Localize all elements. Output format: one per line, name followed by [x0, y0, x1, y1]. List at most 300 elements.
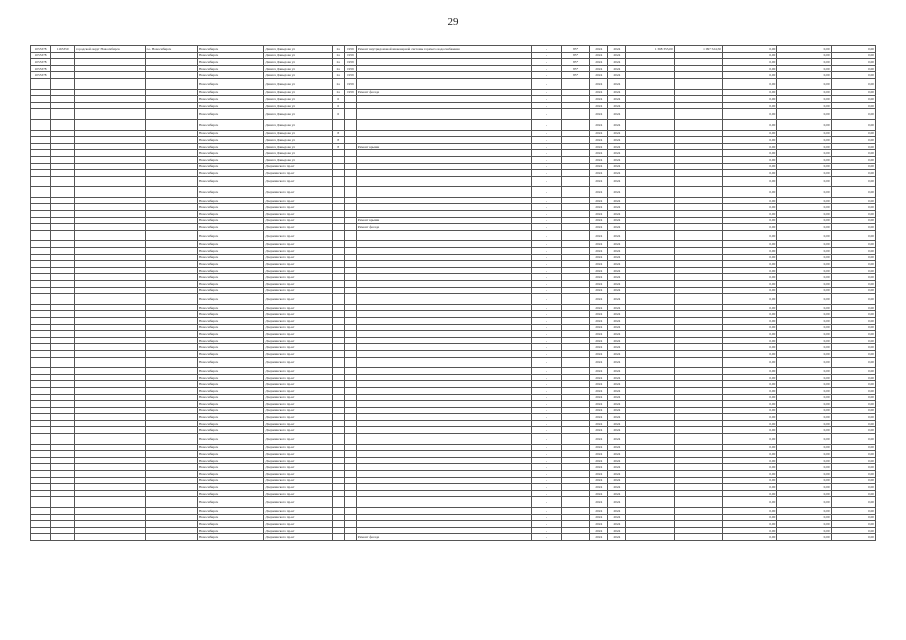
- cell-z3: 0,00: [831, 89, 875, 96]
- cell-city: [145, 508, 197, 515]
- cell-id: [31, 287, 51, 294]
- cell-city: [145, 267, 197, 274]
- cell-cost: [626, 217, 674, 224]
- cell-city: [145, 337, 197, 344]
- cell-z1: 0,00: [722, 344, 776, 351]
- cell-pct: [562, 471, 590, 478]
- cell-cost: [626, 109, 674, 120]
- cell-house: [332, 156, 344, 163]
- cell-z1: 0,00: [722, 471, 776, 478]
- cell-house: [332, 534, 344, 541]
- cell-code: [51, 387, 75, 394]
- cell-settlement: Новосибирск: [197, 484, 263, 491]
- cell-work: [356, 497, 531, 508]
- cell-city: [145, 89, 197, 96]
- cell-z2: 0,00: [777, 407, 831, 414]
- cell-work: [356, 304, 531, 311]
- cell-okrug: [75, 137, 145, 144]
- cell-cost2: [674, 102, 722, 109]
- cell-id: [31, 163, 51, 170]
- cell-city: [145, 394, 197, 401]
- cell-z3: 0,00: [831, 72, 875, 79]
- cell-year: [344, 143, 356, 150]
- cell-code: [51, 508, 75, 515]
- table-row: [31, 46, 876, 53]
- cell-z1: 0,00: [722, 143, 776, 150]
- cell-z3: 0,00: [831, 248, 875, 255]
- cell-street: Дзержинского пр-кт: [264, 176, 332, 187]
- cell-y2: 2024: [608, 59, 626, 66]
- cell-id: [31, 317, 51, 324]
- cell-code: [51, 484, 75, 491]
- cell-id: [31, 427, 51, 434]
- cell-year: [344, 294, 356, 305]
- cell-y2: 2024: [608, 72, 626, 79]
- table-row: [31, 331, 876, 338]
- cell-id: [31, 311, 51, 318]
- cell-house: [332, 434, 344, 445]
- cell-code: [51, 464, 75, 471]
- cell-work: [356, 96, 531, 103]
- cell-z1: 0,00: [722, 521, 776, 528]
- cell-year: [344, 130, 356, 137]
- cell-house: [332, 170, 344, 177]
- cell-street: Дзержинского пр-кт: [264, 350, 332, 357]
- cell-settlement: Новосибирск: [197, 457, 263, 464]
- cell-cost2: [674, 254, 722, 261]
- cell-pct: [562, 497, 590, 508]
- cell-dash: -: [531, 150, 561, 157]
- cell-y2: 2024: [608, 137, 626, 144]
- cell-dash: -: [531, 420, 561, 427]
- cell-y2: 2024: [608, 197, 626, 204]
- cell-street: Дзержинского пр-кт: [264, 471, 332, 478]
- cell-cost: [626, 368, 674, 375]
- cell-okrug: [75, 274, 145, 281]
- cell-year: 1959: [344, 78, 356, 89]
- cell-id: [31, 414, 51, 421]
- cell-y2: 2024: [608, 381, 626, 388]
- cell-cost2: [674, 317, 722, 324]
- table-row: [31, 477, 876, 484]
- cell-code: [51, 331, 75, 338]
- cell-settlement: Новосибирск: [197, 527, 263, 534]
- cell-cost: [626, 176, 674, 187]
- cell-work: [356, 374, 531, 381]
- cell-street: Дзержинского пр-кт: [264, 444, 332, 451]
- cell-z2: 0,00: [777, 350, 831, 357]
- table-row: [31, 254, 876, 261]
- cell-z2: 0,00: [777, 224, 831, 231]
- cell-pct: [562, 241, 590, 248]
- cell-z2: 0,00: [777, 267, 831, 274]
- cell-z1: 0,00: [722, 508, 776, 515]
- cell-settlement: Новосибирск: [197, 130, 263, 137]
- cell-code: [51, 281, 75, 288]
- cell-z3: 0,00: [831, 350, 875, 357]
- cell-code: 1165350: [51, 46, 75, 53]
- cell-id: [31, 331, 51, 338]
- cell-okrug: [75, 420, 145, 427]
- cell-cost2: [674, 357, 722, 368]
- cell-y1: 2024: [590, 150, 608, 157]
- cell-dash: -: [531, 521, 561, 528]
- cell-pct: 85*: [562, 65, 590, 72]
- cell-work: [356, 311, 531, 318]
- cell-settlement: Новосибирск: [197, 374, 263, 381]
- cell-y1: 2024: [590, 52, 608, 59]
- cell-work: Ремонт фасада: [356, 224, 531, 231]
- cell-id: 1055378: [31, 46, 51, 53]
- cell-street: Дзержинского пр-кт: [264, 281, 332, 288]
- cell-settlement: Новосибирск: [197, 137, 263, 144]
- cell-okrug: [75, 78, 145, 89]
- cell-pct: [562, 344, 590, 351]
- cell-z2: 0,00: [777, 337, 831, 344]
- cell-y1: 2024: [590, 261, 608, 268]
- cell-city: [145, 287, 197, 294]
- cell-z3: 0,00: [831, 381, 875, 388]
- cell-z1: 0,00: [722, 534, 776, 541]
- cell-settlement: Новосибирск: [197, 204, 263, 211]
- cell-dash: -: [531, 407, 561, 414]
- cell-cost: [626, 241, 674, 248]
- cell-okrug: [75, 217, 145, 224]
- table-row: [31, 368, 876, 375]
- cell-year: 1959: [344, 72, 356, 79]
- cell-city: [145, 204, 197, 211]
- cell-cost: [626, 197, 674, 204]
- cell-cost2: [674, 534, 722, 541]
- cell-year: [344, 204, 356, 211]
- cell-street: Дзержинского пр-кт: [264, 211, 332, 218]
- cell-okrug: [75, 176, 145, 187]
- cell-dash: -: [531, 337, 561, 344]
- cell-y1: 2024: [590, 368, 608, 375]
- cell-y1: 2024: [590, 508, 608, 515]
- cell-z2: 0,00: [777, 381, 831, 388]
- cell-cost: [626, 287, 674, 294]
- cell-z3: 0,00: [831, 156, 875, 163]
- cell-house: [332, 414, 344, 421]
- cell-city: [145, 434, 197, 445]
- cell-pct: 85*: [562, 72, 590, 79]
- cell-code: [51, 187, 75, 198]
- cell-okrug: [75, 457, 145, 464]
- cell-z1: 0,00: [722, 241, 776, 248]
- cell-z1: 0,00: [722, 368, 776, 375]
- cell-work: [356, 204, 531, 211]
- cell-house: [332, 281, 344, 288]
- cell-street: Дзержинского пр-кт: [264, 254, 332, 261]
- cell-street: Дзержинского пр-кт: [264, 324, 332, 331]
- table-row: [31, 337, 876, 344]
- cell-cost: [626, 150, 674, 157]
- cell-year: [344, 317, 356, 324]
- cell-year: [344, 156, 356, 163]
- cell-cost: [626, 137, 674, 144]
- cell-cost: [626, 357, 674, 368]
- table-row: [31, 204, 876, 211]
- cell-house: [332, 490, 344, 497]
- cell-z1: 0,00: [722, 137, 776, 144]
- cell-y2: 2024: [608, 324, 626, 331]
- cell-dash: -: [531, 46, 561, 53]
- cell-okrug: [75, 514, 145, 521]
- cell-year: [344, 241, 356, 248]
- cell-y2: 2024: [608, 527, 626, 534]
- cell-street: Дзержинского пр-кт: [264, 434, 332, 445]
- cell-city: [145, 374, 197, 381]
- cell-house: 2а: [332, 89, 344, 96]
- cell-okrug: [75, 434, 145, 445]
- cell-city: [145, 72, 197, 79]
- cell-z3: 0,00: [831, 137, 875, 144]
- cell-z3: 0,00: [831, 281, 875, 288]
- cell-cost2: [674, 163, 722, 170]
- cell-y2: 2024: [608, 484, 626, 491]
- table-row: [31, 407, 876, 414]
- cell-work: [356, 401, 531, 408]
- cell-z3: 0,00: [831, 96, 875, 103]
- cell-work: [356, 324, 531, 331]
- cell-house: [332, 394, 344, 401]
- cell-y2: 2024: [608, 102, 626, 109]
- cell-cost: [626, 261, 674, 268]
- cell-code: [51, 65, 75, 72]
- cell-okrug: [75, 317, 145, 324]
- cell-house: 8: [332, 143, 344, 150]
- cell-settlement: Новосибирск: [197, 96, 263, 103]
- cell-pct: 85*: [562, 46, 590, 53]
- cell-y2: 2024: [608, 46, 626, 53]
- cell-pct: [562, 477, 590, 484]
- cell-pct: [562, 427, 590, 434]
- cell-work: [356, 267, 531, 274]
- cell-okrug: [75, 143, 145, 150]
- cell-pct: [562, 254, 590, 261]
- cell-code: [51, 176, 75, 187]
- cell-z2: 0,00: [777, 451, 831, 458]
- cell-settlement: Новосибирск: [197, 451, 263, 458]
- cell-y2: 2024: [608, 156, 626, 163]
- cell-id: 1055378: [31, 72, 51, 79]
- cell-okrug: [75, 281, 145, 288]
- cell-z3: 0,00: [831, 451, 875, 458]
- cell-settlement: Новосибирск: [197, 59, 263, 66]
- cell-house: [332, 230, 344, 241]
- cell-pct: [562, 381, 590, 388]
- cell-city: [145, 52, 197, 59]
- cell-okrug: [75, 89, 145, 96]
- cell-settlement: Новосибирск: [197, 78, 263, 89]
- cell-street: Дзержинского пр-кт: [264, 337, 332, 344]
- cell-z1: 0,00: [722, 119, 776, 130]
- cell-year: [344, 464, 356, 471]
- table-row: [31, 72, 876, 79]
- table-row: [31, 130, 876, 137]
- cell-cost: [626, 387, 674, 394]
- cell-cost: [626, 130, 674, 137]
- cell-pct: [562, 287, 590, 294]
- cell-code: [51, 444, 75, 451]
- cell-year: [344, 374, 356, 381]
- cell-work: [356, 407, 531, 414]
- cell-pct: [562, 521, 590, 528]
- cell-cost: [626, 457, 674, 464]
- cell-cost: [626, 444, 674, 451]
- cell-street: Дзержинского пр-кт: [264, 477, 332, 484]
- cell-y1: 2024: [590, 337, 608, 344]
- cell-work: [356, 281, 531, 288]
- cell-settlement: Новосибирск: [197, 401, 263, 408]
- cell-cost: [626, 143, 674, 150]
- cell-house: [332, 211, 344, 218]
- cell-z2: 0,00: [777, 46, 831, 53]
- cell-z2: 0,00: [777, 204, 831, 211]
- cell-work: [356, 211, 531, 218]
- cell-y2: 2024: [608, 464, 626, 471]
- cell-cost: [626, 170, 674, 177]
- cell-house: [332, 311, 344, 318]
- cell-cost: [626, 508, 674, 515]
- cell-z1: 0,00: [722, 381, 776, 388]
- cell-city: [145, 317, 197, 324]
- cell-code: [51, 197, 75, 204]
- cell-year: [344, 497, 356, 508]
- cell-y2: 2024: [608, 52, 626, 59]
- cell-id: [31, 344, 51, 351]
- cell-y1: 2024: [590, 477, 608, 484]
- table-row: [31, 52, 876, 59]
- cell-code: [51, 457, 75, 464]
- cell-city: [145, 490, 197, 497]
- cell-work: [356, 427, 531, 434]
- cell-z3: 0,00: [831, 534, 875, 541]
- cell-y2: 2024: [608, 281, 626, 288]
- cell-street: Дзержинского пр-кт: [264, 374, 332, 381]
- cell-okrug: [75, 357, 145, 368]
- cell-pct: [562, 451, 590, 458]
- cell-cost: [626, 427, 674, 434]
- cell-house: [332, 420, 344, 427]
- cell-z3: 0,00: [831, 401, 875, 408]
- cell-id: [31, 534, 51, 541]
- cell-id: 1055378: [31, 52, 51, 59]
- cell-work: [356, 381, 531, 388]
- cell-work: [356, 521, 531, 528]
- cell-z1: 0,00: [722, 230, 776, 241]
- cell-y1: 2024: [590, 204, 608, 211]
- cell-settlement: Новосибирск: [197, 254, 263, 261]
- cell-okrug: [75, 521, 145, 528]
- cell-id: [31, 324, 51, 331]
- cell-city: г.о. Новосибирск: [145, 46, 197, 53]
- cell-street: Дзержинского пр-кт: [264, 331, 332, 338]
- cell-z3: 0,00: [831, 176, 875, 187]
- cell-z3: 0,00: [831, 224, 875, 231]
- cell-z1: 0,00: [722, 52, 776, 59]
- cell-id: [31, 401, 51, 408]
- cell-dash: -: [531, 444, 561, 451]
- table-row: [31, 211, 876, 218]
- cell-id: [31, 444, 51, 451]
- cell-z3: 0,00: [831, 471, 875, 478]
- cell-pct: [562, 130, 590, 137]
- cell-pct: [562, 119, 590, 130]
- cell-cost: [626, 451, 674, 458]
- cell-house: [332, 287, 344, 294]
- cell-z1: 0,00: [722, 211, 776, 218]
- cell-city: [145, 187, 197, 198]
- cell-house: 2а: [332, 78, 344, 89]
- cell-settlement: Новосибирск: [197, 381, 263, 388]
- cell-y2: 2024: [608, 150, 626, 157]
- table-row: [31, 170, 876, 177]
- cell-city: [145, 281, 197, 288]
- cell-house: 2а: [332, 72, 344, 79]
- cell-year: [344, 176, 356, 187]
- cell-pct: [562, 484, 590, 491]
- cell-y2: 2024: [608, 230, 626, 241]
- cell-settlement: Новосибирск: [197, 261, 263, 268]
- cell-code: [51, 261, 75, 268]
- cell-id: [31, 254, 51, 261]
- cell-id: [31, 150, 51, 157]
- cell-id: [31, 230, 51, 241]
- cell-y1: 2024: [590, 414, 608, 421]
- cell-house: [332, 497, 344, 508]
- cell-okrug: [75, 119, 145, 130]
- cell-id: [31, 434, 51, 445]
- cell-z2: 0,00: [777, 130, 831, 137]
- cell-okrug: [75, 427, 145, 434]
- cell-city: [145, 414, 197, 421]
- cell-y1: 2024: [590, 241, 608, 248]
- table-row: [31, 394, 876, 401]
- cell-city: [145, 471, 197, 478]
- cell-z3: 0,00: [831, 254, 875, 261]
- cell-year: [344, 287, 356, 294]
- cell-y1: 2024: [590, 59, 608, 66]
- cell-pct: [562, 187, 590, 198]
- cell-house: [332, 337, 344, 344]
- table-row: [31, 534, 876, 541]
- cell-settlement: Новосибирск: [197, 394, 263, 401]
- cell-y1: 2024: [590, 394, 608, 401]
- cell-z3: 0,00: [831, 187, 875, 198]
- cell-z1: 0,00: [722, 317, 776, 324]
- cell-z2: 0,00: [777, 387, 831, 394]
- cell-cost2: [674, 497, 722, 508]
- cell-city: [145, 59, 197, 66]
- cell-y1: 2024: [590, 444, 608, 451]
- cell-dash: -: [531, 434, 561, 445]
- cell-pct: [562, 217, 590, 224]
- cell-y1: 2024: [590, 324, 608, 331]
- table-body: [31, 46, 876, 541]
- table-row: [31, 143, 876, 150]
- cell-year: [344, 150, 356, 157]
- cell-code: [51, 451, 75, 458]
- cell-id: [31, 350, 51, 357]
- cell-house: [332, 401, 344, 408]
- cell-year: [344, 137, 356, 144]
- cell-work: [356, 241, 531, 248]
- cell-id: [31, 497, 51, 508]
- cell-pct: [562, 401, 590, 408]
- cell-cost2: [674, 477, 722, 484]
